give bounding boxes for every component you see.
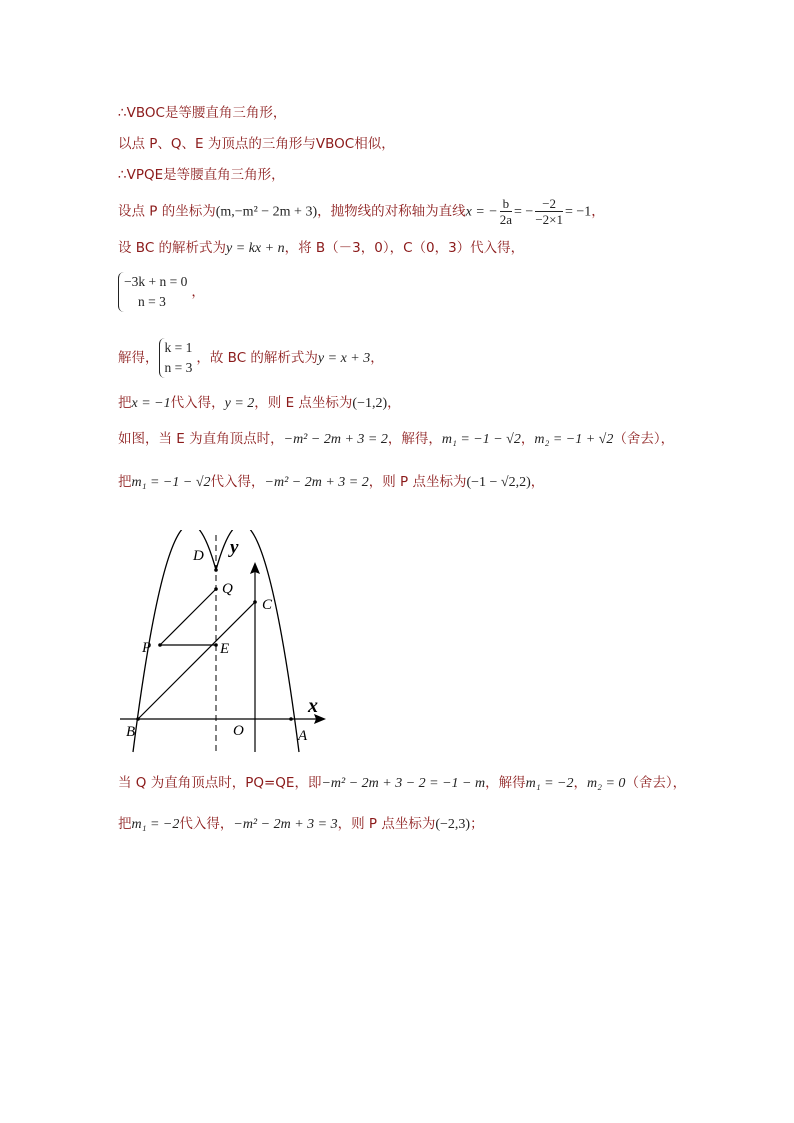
- bc-result: y = x + 3: [317, 351, 371, 366]
- m1-solution-q: m₁ = −2: [525, 776, 574, 791]
- text-12e: ，则 P 点坐标为: [337, 816, 436, 832]
- comma: ，: [530, 474, 545, 490]
- m2-solution: m₂ = −1 + √2: [534, 432, 614, 447]
- equals-minus: = −: [514, 204, 534, 220]
- text-1: ∴VBOC是等腰直角三角形，: [118, 105, 287, 121]
- comma: ，: [591, 203, 605, 220]
- text-10a: 把: [118, 474, 132, 490]
- y-value: y = 2: [224, 396, 255, 411]
- system-eq-2: n = 3: [138, 294, 166, 309]
- line-12: [118, 815, 484, 834]
- text-5a: 设 BC 的解析式为: [118, 240, 227, 256]
- label-x: x: [308, 695, 318, 717]
- fraction-denominator: −2×1: [535, 212, 563, 227]
- label-o: O: [233, 723, 244, 739]
- text-8a: 把: [118, 395, 132, 411]
- x-value: x = −1: [131, 396, 171, 411]
- text-7a: 解得，: [118, 350, 159, 366]
- equation-q: −m² − 2m + 3 − 2 = −1 − m: [321, 776, 486, 791]
- line-1: [118, 104, 286, 122]
- text-10e: ，则 P 点坐标为: [368, 474, 467, 490]
- text-9g: （舍去），: [613, 431, 675, 447]
- system-eq-2: n = 3: [164, 360, 193, 375]
- text-8e: ，则 E 点坐标为: [254, 395, 353, 411]
- text-5c: ，将 B（－3，0），C（0，3）代入得，: [284, 240, 525, 256]
- fraction-numerator: −2: [535, 196, 563, 212]
- label-e: E: [220, 641, 230, 657]
- axis-result: = −1: [564, 204, 592, 220]
- text-9c: ，解得，: [387, 431, 442, 447]
- text-4a: 设点 P 的坐标为: [118, 203, 216, 220]
- equation-system-2: [159, 338, 193, 378]
- text-11a: 当 Q 为直角顶点时，PQ=QE，即: [118, 775, 322, 791]
- text-4c: ，抛物线的对称轴为直线: [317, 203, 466, 220]
- semicolon: ；: [470, 816, 484, 832]
- comma: ，: [520, 431, 535, 447]
- comma: ，: [573, 775, 587, 791]
- label-c: C: [262, 597, 273, 613]
- text-12a: 把: [118, 816, 132, 832]
- line-8: [118, 394, 401, 413]
- text-7b: ，故 BC 的解析式为: [196, 350, 318, 366]
- fraction-b-2a: [500, 196, 512, 227]
- bc-formula: y = kx + n: [226, 241, 285, 256]
- text-11g: （舍去），: [625, 775, 687, 791]
- text-10c: 代入得，: [210, 474, 265, 490]
- system-eq-1: k = 1: [164, 340, 193, 355]
- text-8c: 代入得，: [170, 395, 225, 411]
- point-p-result-2: (−2,3): [435, 817, 471, 832]
- comma: ，: [387, 395, 401, 411]
- equation-p: −m² − 2m + 3 = 2: [264, 475, 369, 490]
- label-d: D: [193, 548, 204, 564]
- line-3: [118, 166, 285, 184]
- label-p: P: [142, 640, 152, 656]
- fraction-denominator: 2a: [499, 212, 513, 227]
- line-2: [118, 135, 395, 153]
- text-9a: 如图，当 E 为直角顶点时，: [118, 431, 284, 447]
- text-3: ∴VPQE是等腰直角三角形，: [118, 167, 285, 183]
- label-b: B: [126, 724, 136, 740]
- line-9: [118, 430, 674, 449]
- line-7: [118, 338, 384, 378]
- line-4: [118, 196, 605, 227]
- point-e-coordinate: (−1,2): [352, 396, 388, 411]
- fraction-numerator: b: [500, 196, 512, 212]
- m1-value: m₁ = −1 − √2: [131, 475, 211, 490]
- line-6: [118, 272, 205, 312]
- text-11c: ，解得: [485, 775, 526, 791]
- equation-e: −m² − 2m + 3 = 2: [283, 432, 388, 447]
- equation-p2: −m² − 2m + 3 = 3: [233, 817, 338, 832]
- line-10: [118, 473, 544, 492]
- axis-formula-lhs: x = −: [465, 204, 498, 220]
- point-q: [214, 587, 218, 591]
- point-p: [158, 643, 162, 647]
- line-11: [118, 774, 686, 793]
- m1-solution: m₁ = −1 − √2: [441, 432, 521, 447]
- fraction-values: [535, 196, 563, 227]
- text-2: 以点 P、Q、E 为顶点的三角形与VBOC相似，: [118, 136, 395, 152]
- comma: ，: [370, 350, 384, 366]
- point-a: [289, 717, 293, 721]
- point-b: [136, 717, 140, 721]
- point-e: [214, 643, 218, 647]
- point-c: [253, 600, 257, 604]
- parabola-figure: [110, 530, 350, 760]
- system-eq-1: −3k + n = 0: [124, 274, 188, 289]
- point-p-coordinate: (m,−m² − 2m + 3): [215, 204, 318, 220]
- m2-solution-q: m₂ = 0: [587, 776, 626, 791]
- m1-value-q: m₁ = −2: [131, 817, 180, 832]
- comma: ，: [191, 284, 205, 300]
- text-12c: 代入得，: [179, 816, 234, 832]
- line-5: [118, 239, 524, 258]
- label-a: A: [298, 728, 308, 744]
- segment-pq: [160, 589, 216, 645]
- point-p-result-1: (−1 − √2,2): [466, 475, 531, 490]
- label-q: Q: [222, 581, 233, 597]
- label-y: y: [230, 537, 239, 558]
- equation-system-1: [118, 272, 187, 312]
- line-bc: [138, 602, 255, 719]
- point-d: [214, 568, 218, 572]
